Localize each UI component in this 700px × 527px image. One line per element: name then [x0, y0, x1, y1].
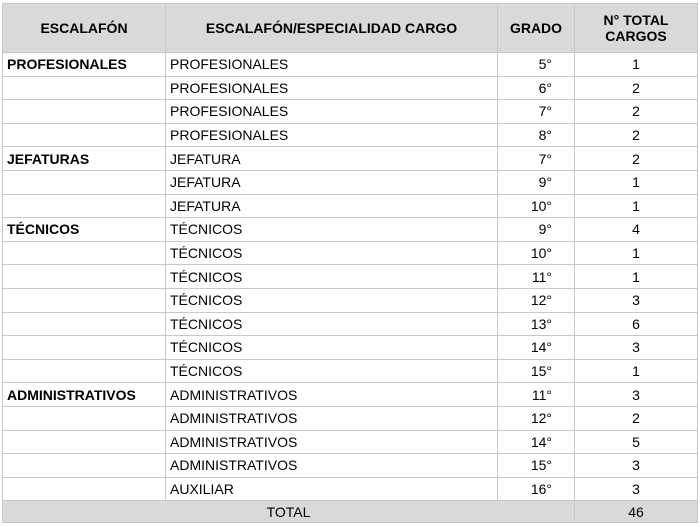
grado-cell: 8° [498, 123, 575, 147]
grado-cell: 7° [498, 100, 575, 124]
especialidad-cell: TÉCNICOS [166, 336, 498, 360]
table-row [3, 454, 698, 478]
cargos-cell: 1 [575, 53, 698, 77]
grado-cell: 13° [498, 312, 575, 336]
especialidad-cell: JEFATURA [166, 147, 498, 171]
especialidad-cell: PROFESIONALES [166, 123, 498, 147]
grado-cell: 10° [498, 194, 575, 218]
table-row [3, 100, 698, 124]
especialidad-cell: PROFESIONALES [166, 76, 498, 100]
cargos-cell: 2 [575, 100, 698, 124]
table-row [3, 241, 698, 265]
escalafon-cell [3, 170, 166, 194]
cargos-cell: 2 [575, 123, 698, 147]
grado-cell: 16° [498, 477, 575, 501]
grado-cell: 9° [498, 170, 575, 194]
escalafon-cell [3, 100, 166, 124]
grado-cell: 14° [498, 430, 575, 454]
table-row [3, 194, 698, 218]
especialidad-cell: JEFATURA [166, 170, 498, 194]
cargos-cell: 6 [575, 312, 698, 336]
grado-cell: 5° [498, 53, 575, 77]
escalafon-cell [3, 76, 166, 100]
escalafon-cell: JEFATURAS [3, 147, 166, 171]
table-row [3, 312, 698, 336]
header-escalafon: ESCALAFÓN [3, 4, 166, 53]
especialidad-cell: ADMINISTRATIVOS [166, 430, 498, 454]
cargos-cell: 1 [575, 241, 698, 265]
especialidad-cell: PROFESIONALES [166, 100, 498, 124]
table-row [3, 430, 698, 454]
cargos-cell: 1 [575, 359, 698, 383]
table-row [3, 359, 698, 383]
escalafon-cell [3, 265, 166, 289]
especialidad-cell: ADMINISTRATIVOS [166, 406, 498, 430]
cargos-cell: 1 [575, 194, 698, 218]
escalafon-cell [3, 194, 166, 218]
cargos-cell: 1 [575, 265, 698, 289]
especialidad-cell: TÉCNICOS [166, 241, 498, 265]
escalafon-cell [3, 241, 166, 265]
table-row [3, 265, 698, 289]
table-row [3, 406, 698, 430]
cargos-cell: 3 [575, 454, 698, 478]
cargos-cell: 4 [575, 218, 698, 242]
cargos-cell: 2 [575, 406, 698, 430]
table-row [3, 76, 698, 100]
total-label: TOTAL [3, 501, 575, 523]
especialidad-cell: ADMINISTRATIVOS [166, 383, 498, 407]
cargos-cell: 2 [575, 76, 698, 100]
grado-cell: 11° [498, 383, 575, 407]
table-row [3, 147, 698, 171]
grado-cell: 15° [498, 359, 575, 383]
grado-cell: 7° [498, 147, 575, 171]
total-value: 46 [575, 501, 698, 523]
grado-cell: 9° [498, 218, 575, 242]
cargos-cell: 1 [575, 170, 698, 194]
especialidad-cell: JEFATURA [166, 194, 498, 218]
header-especialidad: ESCALAFÓN/ESPECIALIDAD CARGO [166, 4, 498, 53]
grado-cell: 6° [498, 76, 575, 100]
escalafon-cell: TÉCNICOS [3, 218, 166, 242]
cargos-cell: 3 [575, 477, 698, 501]
table-body [3, 53, 698, 501]
especialidad-cell: PROFESIONALES [166, 53, 498, 77]
escalafon-cell [3, 406, 166, 430]
table-row [3, 336, 698, 360]
grado-cell: 15° [498, 454, 575, 478]
table-row [3, 218, 698, 242]
table-row [3, 288, 698, 312]
especialidad-cell: TÉCNICOS [166, 288, 498, 312]
grado-cell: 10° [498, 241, 575, 265]
header-total-cargos: N° TOTAL CARGOS [575, 4, 698, 53]
grado-cell: 14° [498, 336, 575, 360]
header-row [3, 4, 698, 53]
table-row [3, 383, 698, 407]
escalafon-cell [3, 477, 166, 501]
escalafon-cell [3, 336, 166, 360]
escalafon-cell: ADMINISTRATIVOS [3, 383, 166, 407]
escalafon-cell [3, 359, 166, 383]
escalafon-cell [3, 312, 166, 336]
grado-cell: 11° [498, 265, 575, 289]
cargos-cell: 3 [575, 288, 698, 312]
cargos-cell: 2 [575, 147, 698, 171]
table-row [3, 477, 698, 501]
cargos-cell: 3 [575, 383, 698, 407]
total-row [3, 501, 698, 523]
especialidad-cell: ADMINISTRATIVOS [166, 454, 498, 478]
escalafon-cell [3, 288, 166, 312]
escalafon-cell: PROFESIONALES [3, 53, 166, 77]
table-row [3, 170, 698, 194]
escalafon-cell [3, 454, 166, 478]
cargos-cell: 5 [575, 430, 698, 454]
escalafon-cell [3, 430, 166, 454]
grado-cell: 12° [498, 288, 575, 312]
cargos-table [2, 3, 698, 523]
especialidad-cell: TÉCNICOS [166, 312, 498, 336]
especialidad-cell: TÉCNICOS [166, 218, 498, 242]
table-row [3, 53, 698, 77]
table-row [3, 123, 698, 147]
especialidad-cell: TÉCNICOS [166, 359, 498, 383]
cargos-cell: 3 [575, 336, 698, 360]
especialidad-cell: AUXILIAR [166, 477, 498, 501]
grado-cell: 12° [498, 406, 575, 430]
escalafon-cell [3, 123, 166, 147]
header-grado: GRADO [498, 4, 575, 53]
especialidad-cell: TÉCNICOS [166, 265, 498, 289]
